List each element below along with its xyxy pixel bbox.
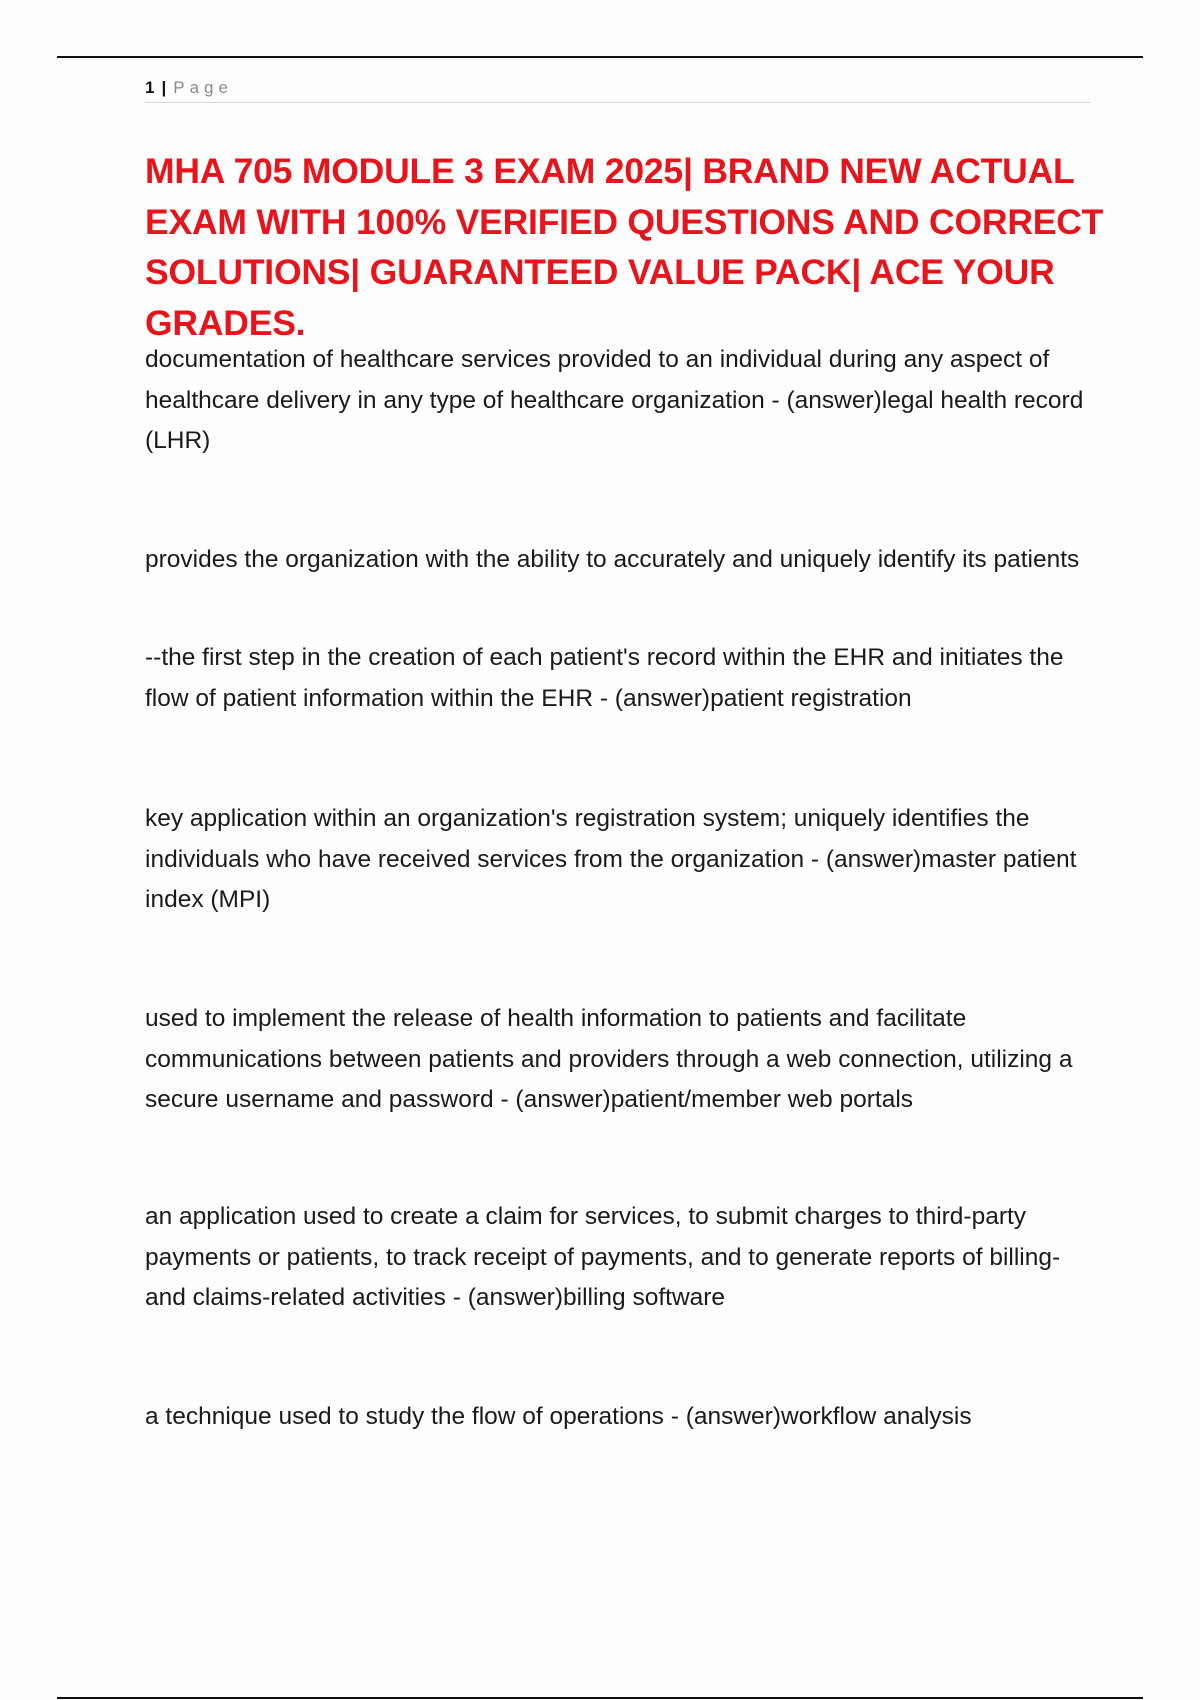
bottom-rule [57, 1697, 1143, 1699]
qa-entry-patient-registration-answer: --the first step in the creation of each patient's record within the EHR and initiates the flow of patient information within the EHR - (answer)patient registration [145, 644, 1064, 712]
qa-entry-web-portals: used to implement the release of health information to patients and facilitate communications between patients and providers through a web connection, utilizing a secure username and password - (answer)patient/member web portals [145, 1005, 1073, 1113]
document-title: MHA 705 MODULE 3 EXAM 2025| BRAND NEW ACTUAL EXAM WITH 100% VERIFIED QUESTIONS AND CORRECT SOLUTIONS| GUARANTEED VALUE PACK| ACE YOUR GRADES. [145, 151, 1104, 343]
page-header [145, 74, 1091, 103]
qa-entry-workflow-analysis: a technique used to study the flow of operations - (answer)workflow analysis [145, 1403, 972, 1430]
page-label: Page [173, 78, 233, 97]
qa-entry-master-patient-index: key application within an organization's registration system; uniquely identifies the individuals who have received services from the organization - (answer)master patient index (MPI) [145, 805, 1077, 913]
qa-entry-billing-software: an application used to create a claim for services, to submit charges to third-party payments or patients, to track receipt of payments, and to generate reports of billing- and claims-related activities - (answer)billing software [145, 1203, 1061, 1311]
qa-entry-patient-registration-question: provides the organization with the ability to accurately and uniquely identify its patients [145, 546, 1080, 573]
qa-entry-legal-health-record: documentation of healthcare services provided to an individual during any aspect of healthcare delivery in any type of healthcare organization - (answer)legal health record (LHR) [145, 346, 1084, 454]
header-separator: | [161, 78, 168, 97]
top-rule [57, 56, 1143, 58]
page-number: 1 [145, 78, 156, 97]
